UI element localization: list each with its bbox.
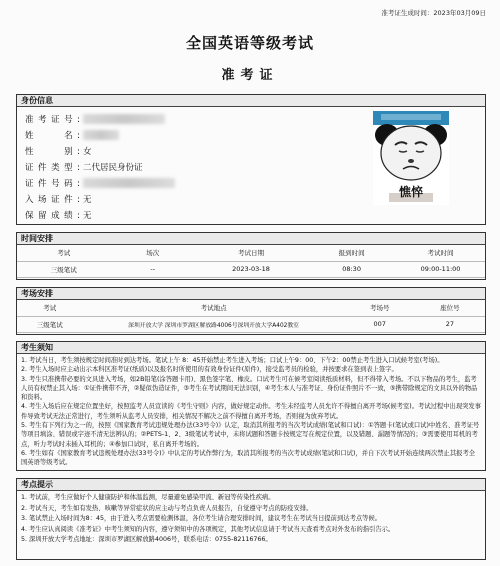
name-redaction — [83, 130, 119, 140]
schedule-header-row — [17, 245, 485, 261]
list-item: 4. 考生入场后应在规定位置坐好，按照监考人员宣读的《考生守则》内容，做好规定动作。考生未经监考人员允许不得擅自离开考场(候考室)。考试过程中出现突发事件导致考试无法正常进行，考生须听从监考人员安排，相关情况不解决之前不得擅自离开考场，否则视为放弃考试。 — [21, 403, 482, 420]
schedule-header-session: 场次 — [111, 245, 195, 261]
schedule-section — [16, 232, 486, 280]
retained-score-value: 无 — [83, 211, 92, 221]
schedule-date-cell: 2023-03-18 — [195, 261, 307, 277]
list-item: 3. 笔试禁止入场时间为8：45，由于进入考点需要检测体温，各位考生请合理安排时间，建议考生在考试当日提前到达考点等候。 — [21, 515, 382, 522]
id-number-redaction — [83, 178, 175, 188]
venue-header-room: 考场号 — [345, 300, 415, 316]
list-item: 2. 考生入场时应主动出示本科区准考证(纸质)以及报名时所使用的有效身份证件(原件)，接受监考员的检验，并按要求在签到表上签字。 — [21, 366, 398, 374]
id-type-value: 二代居民身份证 — [83, 163, 143, 173]
venue-header-exam: 考试 — [17, 300, 83, 316]
list-item: 5. 深圳开放大学考点地址：深圳市罗湖区解放路4006号，联系电话：0755-82116766。 — [21, 536, 272, 543]
photo-caption: 憔悴 — [398, 185, 423, 199]
ticket-number-label: 准考证号: — [25, 115, 80, 125]
venue-header-seat: 座位号 — [415, 300, 485, 316]
tips-list — [17, 491, 485, 548]
list-item: 3. 考生只准携带必要的文具进入考场，如2B铅笔(涂答题卡用)、黑色签字笔、橡皮。口试考生可在候考室阅读纸质材料，但不得带入考场。不以下物品的考生，监考人员有权禁止其入场：①证件携带不齐，②疑似伪造证件，③考生在考试期间无法识别，④考生本人与准考证、身份证件照片不一致，⑤携带除规定的文具以外的物品和资料。 — [21, 375, 478, 402]
ticket-number-redaction — [83, 114, 165, 124]
list-item: 4. 考生应认真阅读《准考证》中考生须知的内容，遵守须知中的各项规定，其他考试信息请于考试当天查看考点对外发布的指引告示。 — [21, 525, 395, 533]
table-row — [17, 316, 485, 332]
schedule-header-checkin: 报到时间 — [307, 245, 396, 261]
tips-section-heading: 考点提示 — [17, 479, 485, 491]
schedule-header-time: 考试时间 — [396, 245, 485, 261]
venue-section-heading: 考场安排 — [17, 288, 485, 300]
list-item: 6. 考生如有《国家教育考试违规处理办法(33号令)》中认定的考试作弊行为，取消其所报考的当次考试成绩(笔试和口试)，并自下次考试开始连续两次禁止其报考全国英语等级考试。 — [21, 449, 476, 467]
identity-section-heading: 身份信息 — [17, 95, 485, 107]
schedule-header-date: 考试日期 — [195, 245, 307, 261]
gender-label: 性 别: — [25, 147, 80, 157]
list-item: 5. 考生有下列行为之一的，按照《国家教育考试违规处理办法(33号令)》认定，取消其所报考的当次考试成绩(笔试和口试)：①答题卡(笔试或口试)中姓名、准考证号等项目填涂、错误或字迹不清无法辨认的；②PETS-1、2、3级笔试考试中，未将试题和答题卡按规定写在规定位置，以及错题、漏题等情况的；③需要使用耳机的考点，听力考试时未插入耳机的；④参加口试时，私自离开考场的。 — [21, 422, 480, 448]
notice-list — [17, 354, 485, 470]
entry-document-row — [25, 191, 92, 207]
identity-section — [16, 94, 486, 225]
entry-document-label: 入场证件: — [25, 195, 80, 205]
id-number-label: 证件号码: — [25, 179, 80, 189]
tips-section — [16, 478, 486, 560]
venue-table — [17, 300, 485, 333]
list-item: 1. 考试前，考生应做好个人健康防护和体温监测，尽量避免感染甲流、新冠等传染性疾病。 — [21, 494, 275, 501]
schedule-header-exam: 考试 — [17, 245, 111, 261]
venue-location-cell: 深圳开放大学 深圳市罗湖区解放路4006号深圳开放大学A402教室 — [83, 316, 345, 332]
venue-header-row — [17, 300, 485, 316]
ticket-title: 准考证 — [221, 68, 279, 83]
exam-title: 全国英语等级考试 — [185, 34, 314, 52]
list-item: 1. 考试当日，考生须按规定时间准时到达考场。笔试上午 8：45开始禁止考生进入考场；口试上午9：00、下午2：00禁止考生进入口试候考室(考场)。 — [21, 357, 444, 364]
id-number-row — [25, 175, 175, 191]
schedule-exam-cell: 三级笔试 — [17, 261, 111, 277]
schedule-section-heading: 时间安排 — [17, 233, 485, 245]
name-row — [25, 127, 119, 143]
generation-time: 准考证生成时间：2023年03月09日 — [381, 9, 486, 17]
entry-document-value: 无 — [83, 195, 92, 205]
notice-section-heading: 考生须知 — [17, 342, 485, 354]
venue-header-location: 考试地点 — [83, 300, 345, 316]
gender-value: 女 — [83, 147, 92, 157]
retained-score-label: 保留成绩: — [25, 211, 80, 221]
table-row — [17, 261, 485, 277]
id-type-row — [25, 159, 143, 175]
notice-section — [16, 341, 486, 471]
schedule-time-cell: 09:00-11:00 — [396, 261, 485, 277]
schedule-session-cell: -- — [111, 261, 195, 277]
name-label: 姓 名: — [25, 131, 80, 141]
id-type-label: 证件类型: — [25, 163, 80, 173]
list-item: 2. 考试当天，考生如有发热、咳嗽等异常症状的应主动与考点负责人员报告，自觉遵守考点的防疫安排。 — [21, 504, 313, 512]
venue-exam-cell: 三级笔试 — [17, 316, 83, 332]
schedule-table — [17, 245, 485, 278]
venue-room-cell: 007 — [345, 316, 415, 332]
gender-row — [25, 143, 92, 159]
retained-score-row — [25, 207, 92, 223]
venue-section — [16, 287, 486, 335]
ticket-number-row — [25, 111, 165, 127]
candidate-photo — [373, 111, 449, 205]
venue-seat-cell: 27 — [415, 316, 485, 332]
schedule-checkin-cell: 08:30 — [307, 261, 396, 277]
